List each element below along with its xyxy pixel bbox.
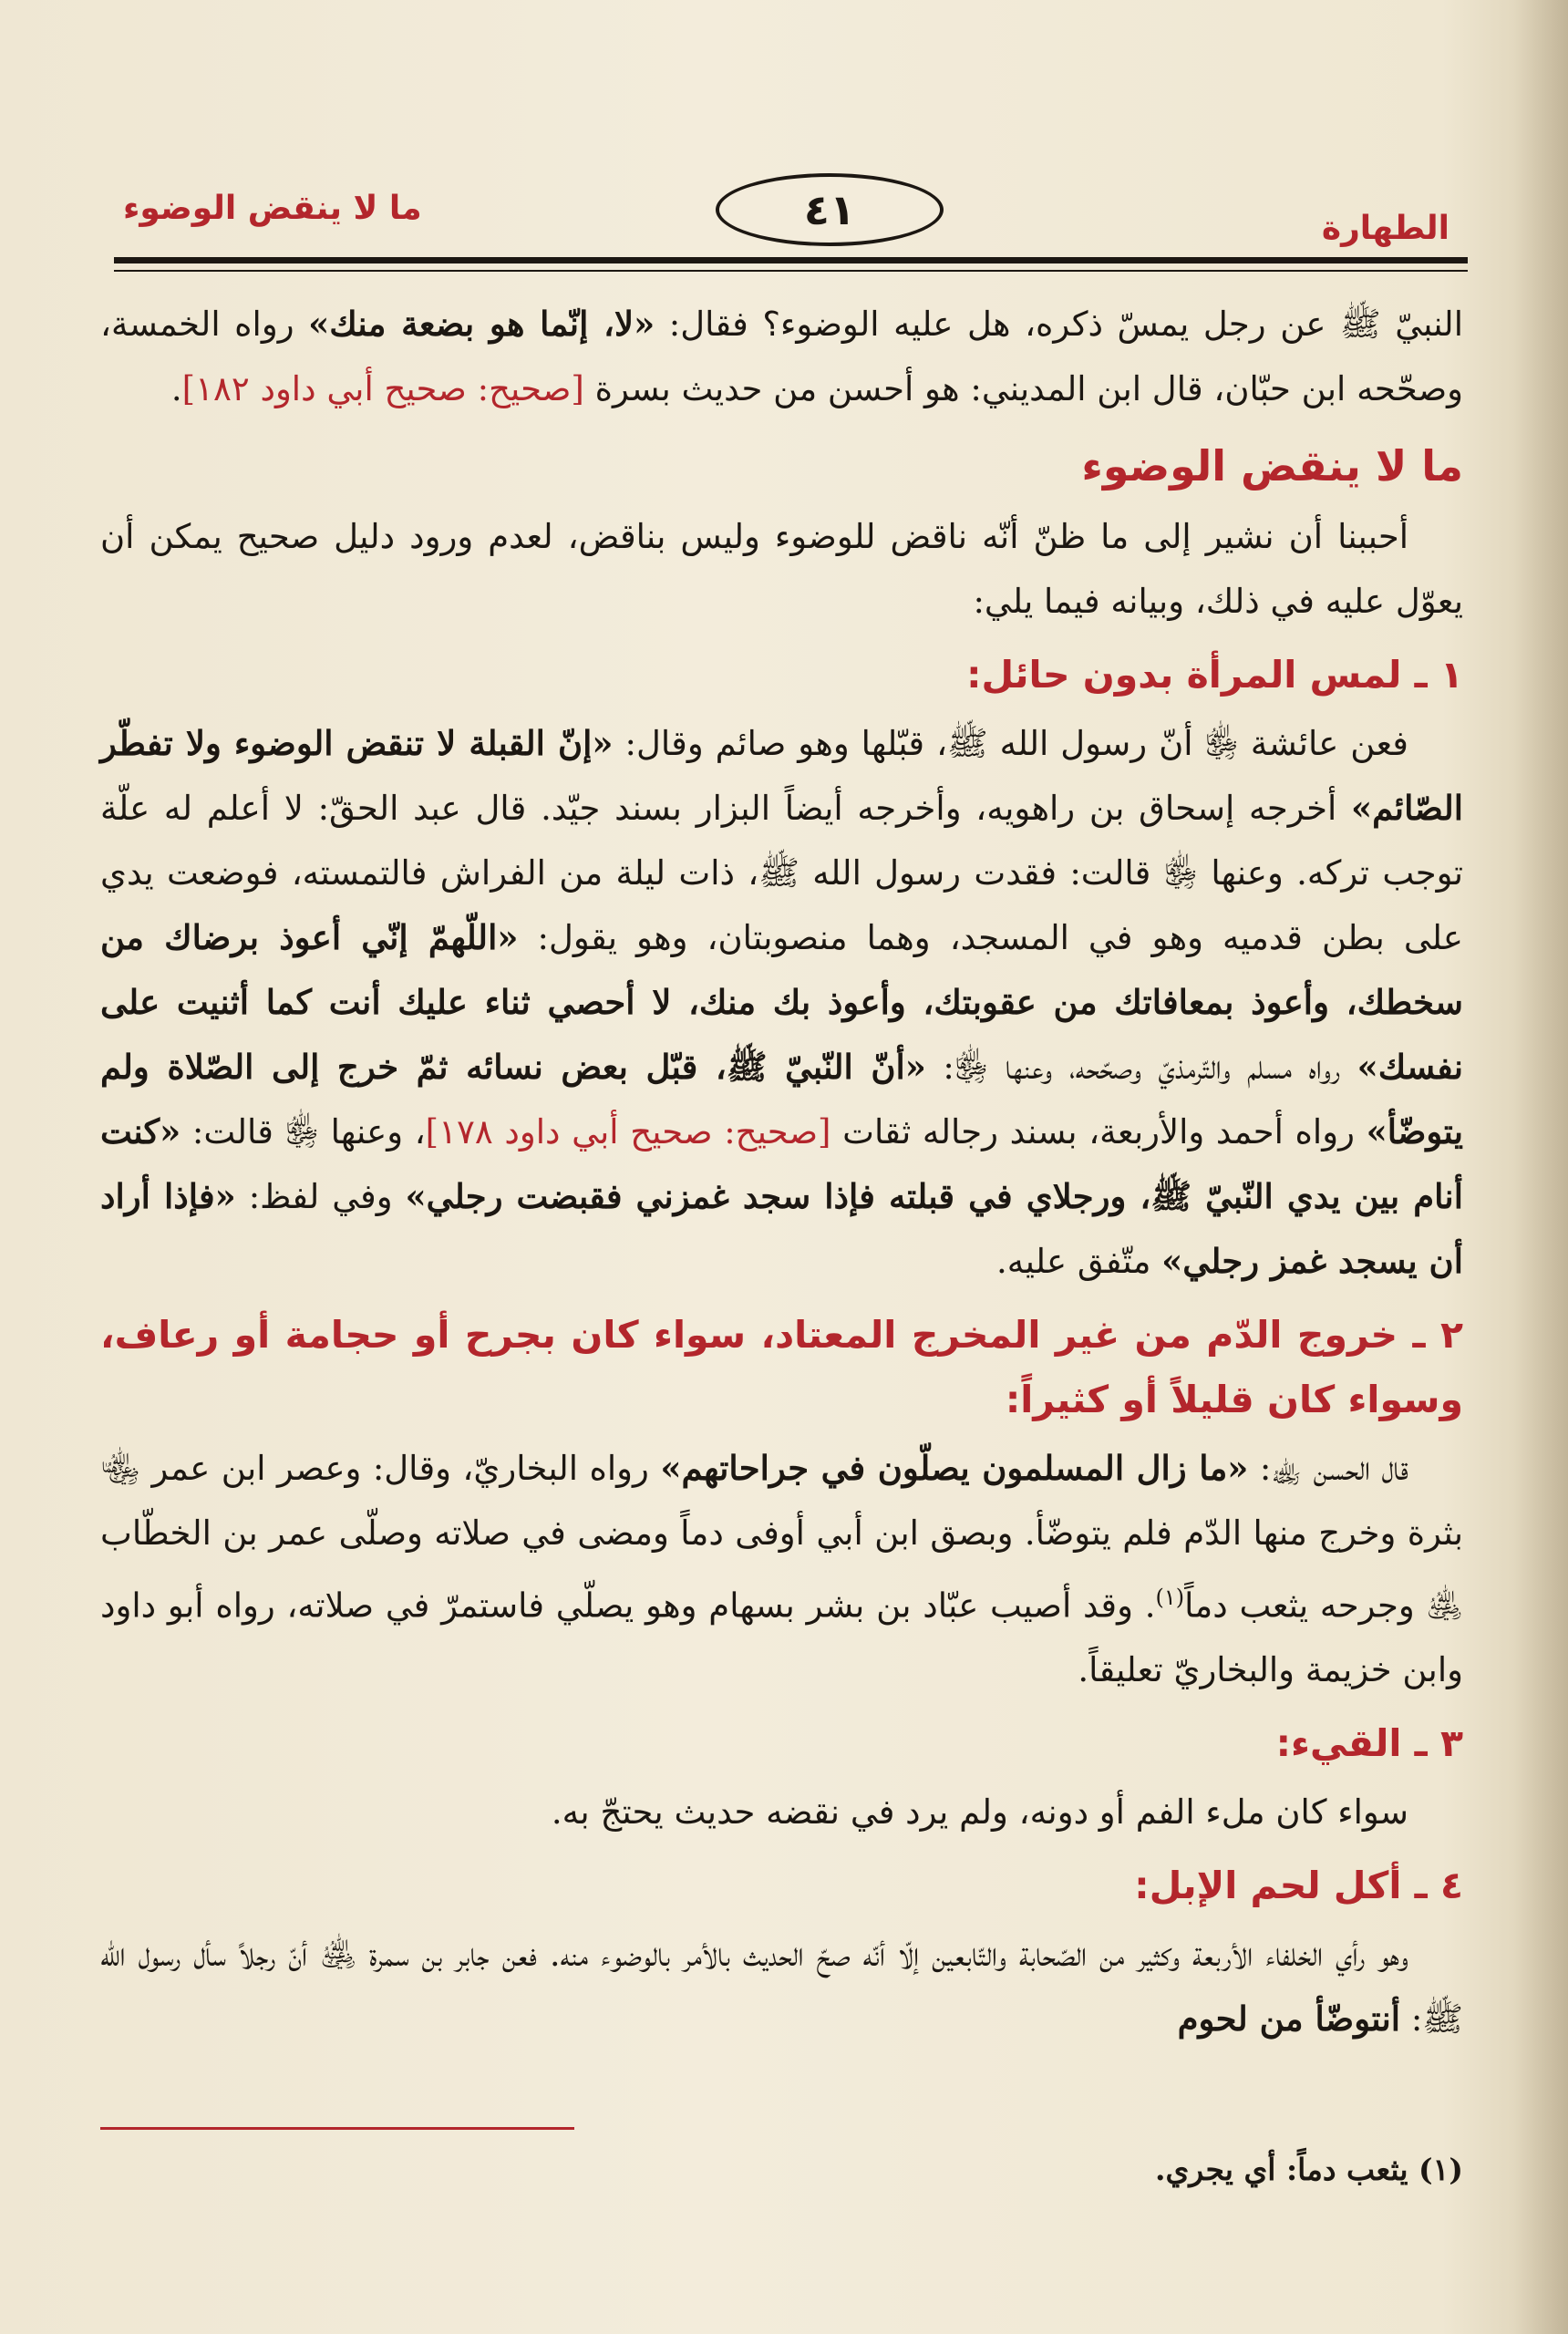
text-run: فعن عائشة ﵂ أنّ رسول الله ﷺ، قبّلها وهو صائم وقال: <box>613 724 1408 763</box>
text-run: النبيّ ﷺ عن رجل يمسّ ذكره، هل عليه الوضوء؟ فقال: <box>655 305 1463 344</box>
chapter-title: الطهارة <box>1321 210 1449 247</box>
section-running-title: ما لا ينقض الوضوء <box>123 190 422 227</box>
page-body <box>100 292 1463 2051</box>
subheading-3: ٣ ـ القيء: <box>1275 1721 1463 1766</box>
text-run: رواه مسلم والتّرمذيّ وصحّحه، وعنها ﵂: <box>925 1048 1357 1087</box>
text-run: أخرجه إسحاق بن راهويه، وأخرجه أيضاً البزار بسند جيّد. قال عبد الحقّ: لا أعلم له علّة توجب تركه. وعنها ﵂ قالت: فقدت رسول الله ﷺ، ذات ليلة من الفراش فالتمسته، فوضعت يدي على بطن قدميه وهو في المسجد، وهما منصوبتان، وهو يقول: <box>100 789 1463 957</box>
text-run: قال الحسن ﵀: <box>1248 1449 1409 1488</box>
continued-paragraph <box>100 292 1463 421</box>
text-run: متّفق عليه. <box>996 1242 1162 1281</box>
hadith-quote: «كنت أنام بين يدي النّبيّ ﷺ، ورجلاي في قبلته فإذا سجد غمزني فقبضت رجلي» <box>100 1111 1463 1216</box>
authentication-note: [صحيح: صحيح أبي داود ١٧٨] <box>425 1112 831 1152</box>
hadith-quote: «لا، إنّما هو بضعة منك» <box>308 304 655 344</box>
hadith-quote: «فإذا أراد أن يسجد غمز رجلي» <box>100 1176 1463 1281</box>
paragraph-1 <box>100 711 1463 1294</box>
paragraph-3: سواء كان ملء الفم أو دونه، ولم يرد في نقضه حديث يحتجّ به. <box>551 1792 1408 1833</box>
footnote-rule <box>100 2127 574 2130</box>
paragraph-2 <box>100 1436 1463 1702</box>
text-run: ، وعنها ﵂ قالت: <box>181 1112 426 1152</box>
text-run: رواه الخمسة، وصحّحه ابن حبّان، قال ابن المديني: هو أحسن من حديث بسرة <box>100 305 1463 408</box>
subheading-1: ١ ـ لمس المرأة بدون حائل: <box>966 653 1463 697</box>
text-run: . وقد أصيب عبّاد بن بشر بسهام وهو يصلّي فاستمرّ في صلاته، رواه أبو داود وابن خزيمة والبخاريّ تعليقاً. <box>100 1585 1463 1690</box>
text-run: رواه أحمد والأربعة، بسند رجاله ثقات <box>830 1112 1367 1152</box>
text-run: وفي لفظ: <box>235 1177 406 1216</box>
authentication-note: [صحيح: صحيح أبي داود ١٨٢] <box>181 369 584 408</box>
footnote-marker: (١) <box>1155 1585 1185 1610</box>
header-rule-thin <box>114 270 1468 272</box>
subheading-2: ٢ ـ خروج الدّم من غير المخرج المعتاد، سواء كان بجرح أو حجامة أو رعاف، وسواء كان قليلاً أو كثيراً: <box>100 1313 1463 1421</box>
hadith-quote: «إنّ القبلة لا تنقض الوضوء ولا تفطّر الصّائم» <box>100 723 1463 828</box>
running-header <box>114 164 1468 264</box>
hadith-quote: «ما زال المسلمون يصلّون في جراحاتهم» <box>660 1448 1249 1488</box>
subheading-4: ٤ ـ أكل لحم الإبل: <box>1134 1864 1463 1908</box>
hadith-quote: أنتوضّأ من لحوم <box>1177 1998 1401 2040</box>
text-run: رواه البخاريّ، وقال: وعصر ابن عمر ﵄ بثرة وخرج منها الدّم فلم يتوضّأ. وبصق ابن أبي أوفى دماً ومضى في صلاته وصلّى عمر بن الخطّاب ﵁ وجرحه يثعب دماً <box>100 1449 1463 1626</box>
footnote-number: (١) <box>1418 2152 1463 2187</box>
header-rule-thick <box>114 257 1468 263</box>
intro-paragraph: أحببنا أن نشير إلى ما ظنّ أنّه ناقض للوضوء وليس بناقض، لعدم ورود دليل صحيح يمكن أن يعوّل عليه في ذلك، وبيانه فيما يلي: <box>100 517 1463 621</box>
paragraph-4 <box>100 1922 1463 2051</box>
hadith-quote: «اللّهمّ إنّي أعوذ برضاك من سخطك، وأعوذ بمعافاتك من عقوبتك، وأعوذ بك منك، لا أحصي ثناء عليك أنت كما أثنيت على نفسك» <box>100 917 1463 1087</box>
footnote <box>100 2143 1463 2197</box>
footnote-text: يثعب دماً: أي يجري. <box>1154 2152 1419 2187</box>
page-number: ٤١ <box>716 173 944 246</box>
text-run: . <box>170 369 182 408</box>
section-heading: ما لا ينقض الوضوء <box>1081 441 1463 491</box>
text-run: وهو رأي الخلفاء الأربعة وكثير من الصّحابة والتّابعين إلّا أنّه صحّ الحديث بالأمر بالوضوء منه. فعن جابر بن سمرة ﵁ أنّ رجلاً سأل رسول الله ﷺ: <box>100 1935 1463 2040</box>
hadith-quote: «أنّ النّبيّ ﷺ، قبّل بعض نسائه ثمّ خرج إلى الصّلاة ولم يتوضّأ» <box>100 1047 1463 1152</box>
